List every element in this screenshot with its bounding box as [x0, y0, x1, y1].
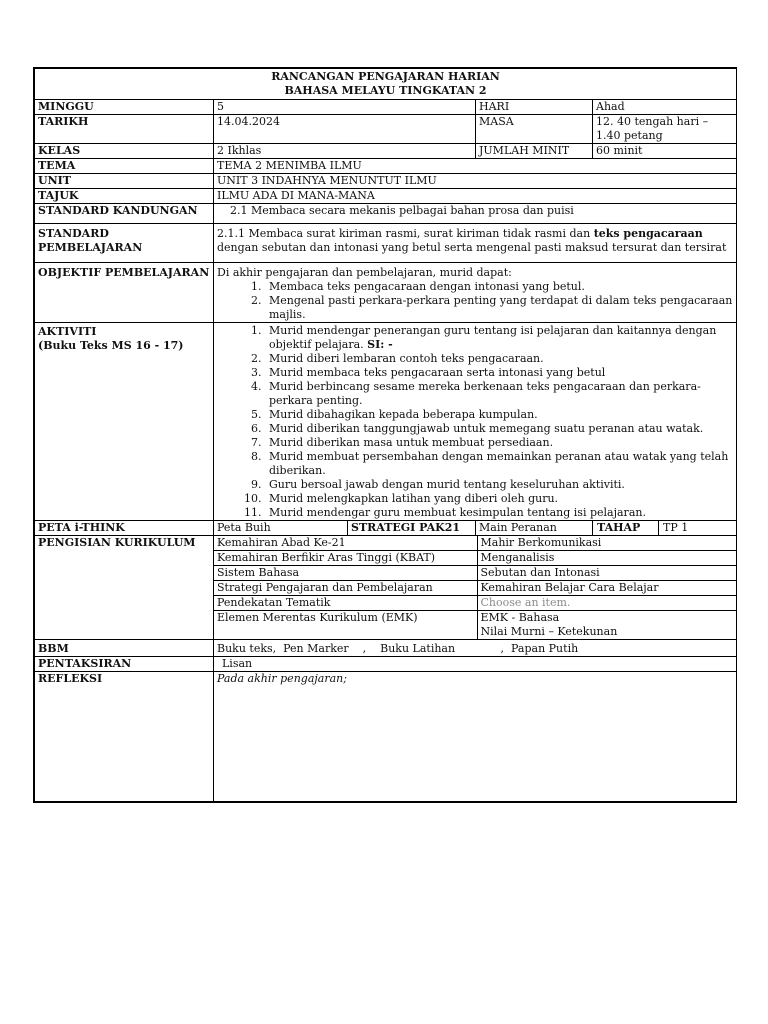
- kurikulum-key: Kemahiran Berfikir Aras Tinggi (KBAT): [214, 551, 477, 566]
- sp-text-end: dengan sebutan dan intonasi yang betul serta mengenal pasti maksud tersurat dan tersirat: [217, 241, 727, 254]
- objektif-intro: Di akhir pengajaran dan pembelajaran, murid dapat:: [217, 266, 512, 279]
- row-tajuk: [35, 189, 737, 204]
- value-kelas: 2 Ikhlas: [214, 144, 476, 159]
- value-hari: Ahad: [593, 100, 737, 115]
- value-standard-pembelajaran: [214, 224, 737, 263]
- label-tahap: TAHAP: [593, 521, 659, 535]
- emk-value: EMK - Bahasa: [480, 611, 560, 624]
- label-pentaksiran: PENTAKSIRAN: [35, 657, 214, 672]
- value-masa: 12. 40 tengah hari – 1.40 petang: [593, 115, 737, 144]
- label-jumlah-minit: JUMLAH MINIT: [476, 144, 593, 159]
- label-tema: TEMA: [35, 159, 214, 174]
- objektif-item: 1. Membaca teks pengacaraan dengan intonasi yang betul.: [265, 280, 733, 294]
- kurikulum-row: [214, 596, 736, 611]
- value-tema: TEMA 2 MENIMBA ILMU: [214, 159, 737, 174]
- kurikulum-value[interactable]: Mahir Berkomunikasi: [477, 536, 736, 551]
- tahap-cell: [593, 521, 737, 536]
- value-tahap: TP 1: [663, 521, 689, 534]
- aktiviti-item: 8. Murid membuat persembahan dengan memainkan peranan atau watak yang telah diberikan.: [265, 450, 733, 478]
- label-tajuk: TAJUK: [35, 189, 214, 204]
- kurikulum-value[interactable]: Menganalisis: [477, 551, 736, 566]
- label-standard-pembelajaran: STANDARD PEMBELAJARAN: [35, 224, 214, 263]
- row-unit: [35, 174, 737, 189]
- value-tajuk: ILMU ADA DI MANA-MANA: [214, 189, 737, 204]
- document-title: RANCANGAN PENGAJARAN HARIAN: [271, 70, 500, 83]
- aktiviti-item: 7. Murid diberikan masa untuk membuat persediaan.: [265, 436, 733, 450]
- row-pentaksiran: [35, 657, 737, 672]
- aktiviti-item: 5. Murid dibahagikan kepada beberapa kumpulan.: [265, 408, 733, 422]
- row-pengisian-kurikulum: [35, 536, 737, 640]
- kurikulum-value[interactable]: [477, 611, 736, 640]
- value-refleksi[interactable]: Pada akhir pengajaran;: [214, 672, 737, 802]
- kurikulum-value[interactable]: Kemahiran Belajar Cara Belajar: [477, 581, 736, 596]
- kurikulum-row: [214, 581, 736, 596]
- value-bbm: Buku teks, Pen Marker , Buku Latihan , Papan Putih: [214, 640, 737, 657]
- label-hari: HARI: [476, 100, 593, 115]
- value-standard-kandungan: 2.1 Membaca secara mekanis pelbagai bahan prosa dan puisi: [214, 204, 737, 224]
- aktiviti-item: 11. Murid mendengar guru membuat kesimpulan tentang isi pelajaran.: [265, 506, 733, 520]
- value-jumlah-minit: 60 minit: [593, 144, 737, 159]
- label-peta-ithink: PETA i-THINK: [35, 521, 214, 536]
- row-tema: [35, 159, 737, 174]
- value-pengisian-kurikulum: [214, 536, 737, 640]
- label-minggu: MINGGU: [35, 100, 214, 115]
- value-minggu: 5: [214, 100, 476, 115]
- label-standard-kandungan: STANDARD KANDUNGAN: [35, 204, 214, 224]
- aktiviti-item: 10. Murid melengkapkan latihan yang diberi oleh guru.: [265, 492, 733, 506]
- value-pentaksiran: Lisan: [214, 657, 737, 672]
- document-subtitle: BAHASA MELAYU TINGKATAN 2: [284, 84, 487, 97]
- value-objektif: [214, 263, 737, 323]
- objektif-item: 2. Mengenal pasti perkara-perkara penting yang terdapat di dalam teks pengacaraan majlis.: [265, 294, 733, 322]
- label-objektif: OBJEKTIF PEMBELAJARAN: [35, 263, 214, 323]
- kurikulum-key: Kemahiran Abad Ke-21: [214, 536, 477, 551]
- kurikulum-key: Strategi Pengajaran dan Pembelajaran: [214, 581, 477, 596]
- aktiviti-subtitle: (Buku Teks MS 16 - 17): [38, 339, 184, 352]
- choose-item-dropdown[interactable]: Choose an item.: [477, 596, 736, 611]
- kurikulum-key: Sistem Bahasa: [214, 566, 477, 581]
- label-kelas: KELAS: [35, 144, 214, 159]
- row-tarikh: [35, 115, 737, 144]
- kurikulum-row: [214, 551, 736, 566]
- kurikulum-key: Elemen Merentas Kurikulum (EMK): [214, 611, 477, 640]
- document-header: [35, 69, 737, 100]
- value-peta-ithink: Peta Buih: [214, 521, 348, 536]
- label-refleksi: REFLEKSI: [35, 672, 214, 802]
- label-aktiviti: [35, 323, 214, 521]
- value-aktiviti: [214, 323, 737, 521]
- row-standard-pembelajaran: [35, 224, 737, 263]
- aktiviti-item: 3. Murid membaca teks pengacaraan serta intonasi yang betul: [265, 366, 733, 380]
- kurikulum-row: [214, 611, 736, 640]
- value-tarikh: 14.04.2024: [214, 115, 476, 144]
- objektif-list: [217, 280, 733, 322]
- kurikulum-row: [214, 536, 736, 551]
- sp-text: 2.1.1 Membaca surat kiriman rasmi, surat kiriman tidak rasmi dan: [217, 227, 594, 240]
- lesson-plan-document: [33, 67, 737, 803]
- kurikulum-table: [214, 536, 736, 639]
- label-pengisian-kurikulum: PENGISIAN KURIKULUM: [35, 536, 214, 640]
- row-bbm: [35, 640, 737, 657]
- aktiviti-item: 4. Murid berbincang sesame mereka berkenaan teks pengacaraan dan perkara-perkara penting.: [265, 380, 733, 408]
- label-strategi-pak21: STRATEGI PAK21: [348, 521, 476, 536]
- lesson-plan-table: [34, 68, 737, 802]
- kurikulum-value[interactable]: Sebutan dan Intonasi: [477, 566, 736, 581]
- label-masa: MASA: [476, 115, 593, 144]
- header-row: [35, 69, 737, 100]
- row-kelas: [35, 144, 737, 159]
- aktiviti-item: 6. Murid diberikan tanggungjawab untuk memegang suatu peranan atau watak.: [265, 422, 733, 436]
- aktiviti-item-text: Murid mendengar penerangan guru tentang isi pelajaran dan kaitannya dengan objektif pelajara.: [269, 324, 717, 351]
- aktiviti-item: 9. Guru bersoal jawab dengan murid tentang keseluruhan aktiviti.: [265, 478, 733, 492]
- kurikulum-key: Pendekatan Tematik: [214, 596, 477, 611]
- row-minggu: [35, 100, 737, 115]
- row-objektif: [35, 263, 737, 323]
- aktiviti-list: [217, 324, 733, 520]
- aktiviti-si-label: SI: -: [367, 338, 393, 351]
- aktiviti-item: 2. Murid diberi lembaran contoh teks pengacaraan.: [265, 352, 733, 366]
- row-peta-ithink: [35, 521, 737, 536]
- row-aktiviti: [35, 323, 737, 521]
- row-refleksi: [35, 672, 737, 802]
- label-tarikh: TARIKH: [35, 115, 214, 144]
- kurikulum-row: [214, 566, 736, 581]
- aktiviti-title: AKTIVITI: [38, 325, 97, 338]
- label-unit: UNIT: [35, 174, 214, 189]
- aktiviti-item: [265, 324, 733, 352]
- row-standard-kandungan: [35, 204, 737, 224]
- value-unit: UNIT 3 INDAHNYA MENUNTUT ILMU: [214, 174, 737, 189]
- sp-bold-text: teks pengacaraan: [593, 227, 703, 240]
- nilai-murni-value: Nilai Murni – Ketekunan: [480, 625, 618, 638]
- label-bbm: BBM: [35, 640, 214, 657]
- value-strategi-pak21: Main Peranan: [476, 521, 593, 536]
